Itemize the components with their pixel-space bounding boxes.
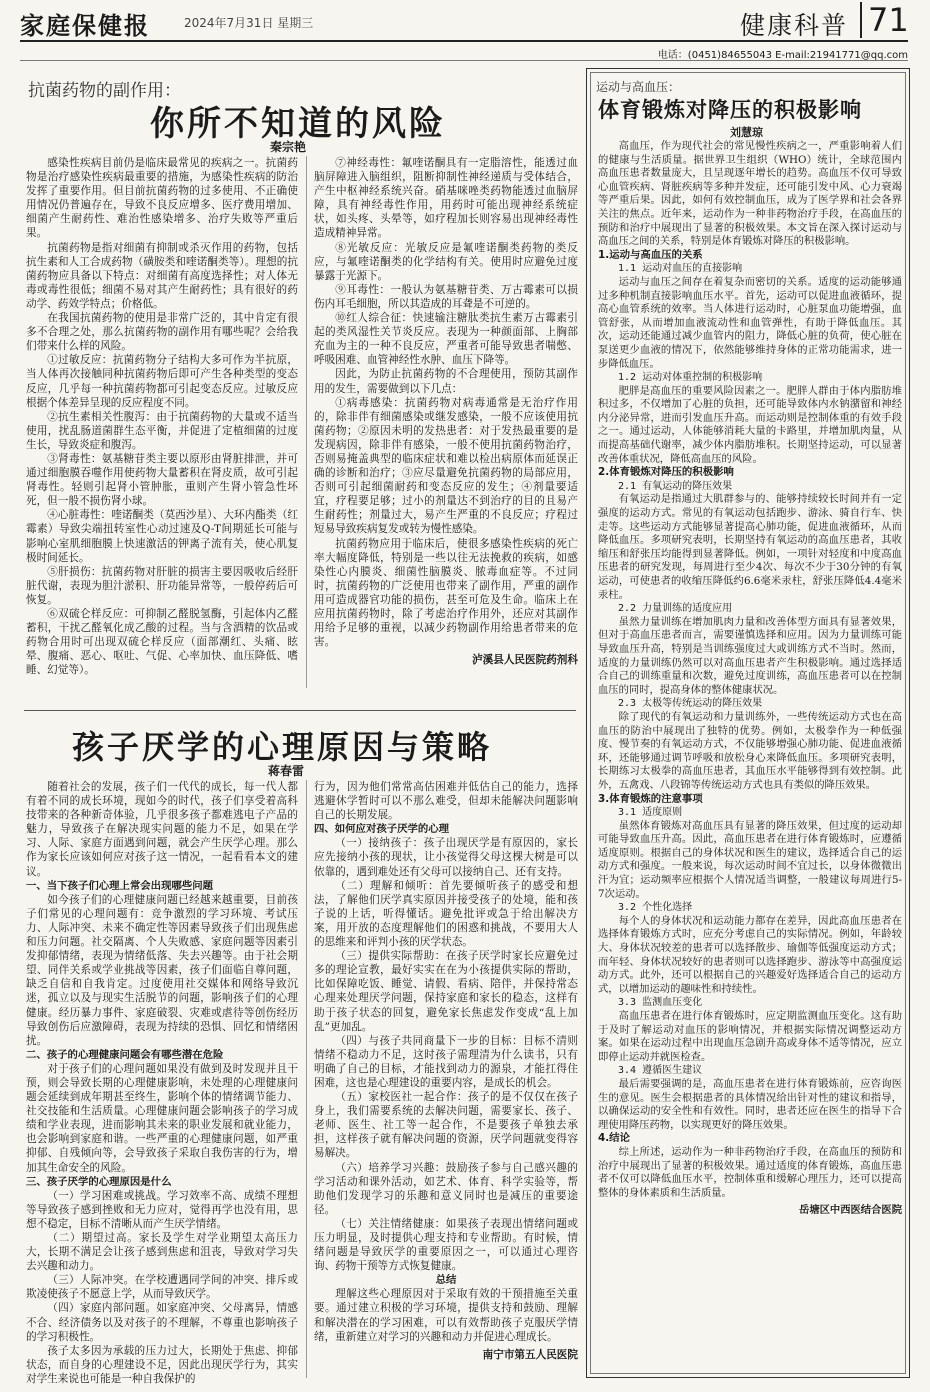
article3-kicker: 运动与高血压： (596, 80, 681, 94)
subsection-heading: 1.1 运动对血压的直接影响 (618, 263, 743, 275)
section-heading: 4.结论 (598, 1132, 630, 1145)
article1-source: 泸溪县人民医院药剂科 (472, 654, 578, 667)
article1-column-1 (26, 156, 298, 688)
article2-column-1 (26, 780, 298, 1385)
paragraph: ⑧光敏反应：光敏反应是氟喹诺酮类药物的类反应，与氟喹诺酮类的化学结构有关。使用时应避免过度暴露于光源下。 (314, 241, 578, 282)
header-rule (20, 40, 908, 42)
article1-author: 秦宗艳 (270, 140, 307, 154)
paragraph: 理解这些心理原因对于采取有效的干预措施至关重要。通过建立积极的学习环境，提供支持和鼓励、理解和解决潜在的学习困难，可以有效帮助孩子克服厌学情绪，重新建立对学习的兴趣和动力并促进心理成长。 (314, 1288, 578, 1343)
paragraph: ②抗生素相关性腹泻：由于抗菌药物的大量或不适当使用，扰乱肠道菌群生态平衡，并促进了定植细菌的过度生长，导致炎症和腹泻。 (26, 410, 298, 451)
article3-author: 刘慧琼 (730, 126, 763, 139)
paragraph: 除了现代的有氧运动和力量训练外，一些传统运动方式也在高血压的防治中展现出了独特的优势。例如，太极拳作为一种低强度、慢节奏的有氧运动方式，不仅能够增强心肺功能、促进血液循环，还能够通过调节呼吸和放松身心来降低血压。多项研究表明，长期练习太极拳的高血压患者，其血压水平能够得到有效控制。此外，五禽戏、八段锦等传统运动方式也具有类似的降压效果。 (598, 710, 902, 791)
section-heading: 三、孩子厌学的心理原因是什么 (26, 1175, 172, 1188)
subsection-heading: 3.2 个性化选择 (618, 902, 693, 914)
paragraph: 虽然体育锻炼对高血压具有显著的降压效果，但过度的运动却可能导致血压升高。因此，高血压患者在进行体育锻炼时，应遵循适度原则。根据自己的身体状况和医生的建议，选择适合自己的运动方式和强度。一般来说，每次运动时间不宜过长，以身体微微出汗为宜；运动频率应根据个人情况适当调整，一般建议每周进行5-7次运动。 (598, 819, 902, 900)
column-divider (306, 780, 307, 1378)
paragraph: 抗菌药物应用于临床后，使很多感染性疾病的死亡率大幅度降低，特别是一些以往无法挽救的疾病，如感染性心内膜炎、细菌性脑膜炎、脓毒血症等。不过同时，抗菌药物的广泛使用也带来了副作用，严重的副作用可造成器官功能的损伤，甚至可危及生命。临床上在应用抗菌药物时，除了考虑治疗作用外，还应对其副作用给予足够的重视，以减少药物副作用给患者带来的危害。 (314, 537, 578, 649)
section-name: 健康科普 (740, 11, 849, 40)
paragraph: （二）理解和倾听：首先要倾听孩子的感受和想法，了解他们厌学真实原因并接受孩子的处境，能和孩子说的上话，听得懂话。避免批评或急于给出解决方案，用开放的态度理解他们的困惑和挑战，不要用大人的思维来和评判小孩的厌学状态。 (314, 879, 578, 949)
column-divider (306, 156, 307, 688)
paragraph: ①病毒感染：抗菌药物对病毒通常是无治疗作用的，除非伴有细菌感染或继发感染，一般不应该使用抗菌药物；②原因未明的发热患者：对于发热最重要的是发现病因，除非伴有感染，一般不使用抗菌药物治疗，否则易掩盖典型的临床症状和难以检出病原体而延误正确的诊断和治疗；③应尽量避免抗菌药物的局部应用，否则可引起细菌耐药和变态反应的发生；④剂量要适宜，疗程要足够；过小的剂量达不到治疗的目的且易产生耐药性；剂量过大，易产生严重的不良反应；疗程过短易导致疾病复发或转为慢性感染。 (314, 396, 578, 536)
section-heading: 四、如何应对孩子厌学的心理 (314, 823, 450, 836)
subsection-heading: 3.1 适度原则 (618, 807, 683, 819)
subsection-heading: 3.3 监测血压变化 (618, 997, 703, 1009)
paragraph: 抗菌药物是指对细菌有抑制或杀灭作用的药物，包括抗生素和人工合成药物（磺胺类和喹诺酮类等）。理想的抗菌药物应具备以下特点：对细菌有高度选择性；对人体无毒或毒性很低；细菌不易对其产生耐药性；具有很好的药动学、药效学特点；价格低。 (26, 241, 298, 310)
subsection-heading: 1.2 运动对体重控制的积极影响 (618, 372, 763, 384)
paragraph: 高血压患者在进行体育锻炼时，应定期监测血压变化。这有助于及时了解运动对血压的影响情况，并根据实际情况调整运动方案。如果在运动过程中出现血压急剧升高或身体不适等情况，应立即停止运动并就医检查。 (598, 1010, 902, 1063)
paragraph: ⑩红人综合征：快速输注糖肽类抗生素万古霉素引起的类风湿性关节炎反应。表现为一种颜面部、上胸部充血为主的一种不良反应，严重者可能导致患者喘憋、呼吸困难、血管神经性水肿、血压下降等。 (314, 312, 578, 367)
article3-body (598, 140, 902, 1360)
paragraph: （七）关注情绪健康：如果孩子表现出情绪问题或压力明显，及时提供心理支持和专业帮助。有时候，情绪问题是导致厌学的重要原因之一，可以通过心理咨询、药物干预等方式恢复健康。 (314, 1217, 578, 1273)
paragraph: 行为，因为他们常常高估困难并低估自己的能力，选择逃避休学暂时可以不那么难受，但却未能解决问题影响自己的长期发展。 (314, 781, 578, 822)
article3-title: 体育锻炼对降压的积极影响 (598, 97, 862, 122)
section-heading: 一、当下孩子们心理上常会出现哪些问题 (26, 879, 214, 892)
article1-title: 你所不知道的风险 (150, 104, 446, 144)
paragraph: ⑦神经毒性：氟喹诺酮具有一定脂溶性，能透过血脑屏障进入脑组织，阻断抑制性神经递质与受体结合，产生中枢神经系统兴奋。硝基咪唑类药物能透过血脑屏障，具有神经毒性作用，用药时可能出现神经系统症状，如头疼、头晕等，如疗程加长则容易出现神经毒性造成精神异常。 (314, 157, 578, 240)
article2-author: 蒋春雷 (268, 764, 305, 778)
section-heading: 2.体育锻炼对降压的积极影响 (598, 466, 734, 479)
section-heading: 总结 (435, 1274, 457, 1287)
article1-column-2 (314, 156, 578, 696)
paragraph: ④心脏毒性：喹诺酮类（莫西沙星）、大环内酯类（红霉素）导致尖端扭转室性心动过速及Q-T间期延长可能与影响心室肌细胞膜上快速激活的钾离子流有关，使心肌复极时间延长。 (26, 509, 298, 564)
paragraph: 高血压，作为现代社会的常见慢性疾病之一，严重影响着人们的健康与生活质量。据世界卫生组织（WHO）统计，全球范围内高血压患者数量庞大，且呈现逐年增长的趋势。高血压不仅可导致心血管疾病、肾脏疾病等多种并发症，还可能引发中风、心力衰竭等严重后果。因此，如何有效控制血压，成为了医学界和社会各界关注的焦点。近年来，运动作为一种非药物治疗手段，在高血压的预防和治疗中展现出了显著的积极效果。本文旨在深入探讨运动与高血压之间的关系，特别是体育锻炼对降压的积极影响。 (598, 140, 902, 248)
paragraph: 对于孩子们的心理问题如果没有做到及时发现并且干预，则会导致长期的心理健康影响，未处理的心理健康问题会延续到成年期甚至终生，影响个体的情绪调节能力、社交技能和生活质量。心理健康问题会影响孩子的学习成绩和学业表现，进而影响其未来的职业发展和就业能力，也会影响到家庭和谐。一些严重的心理健康问题，如严重抑郁、自残倾向等，会导致孩子采取自我伤害的行为，增加其生命安全的风险。 (26, 1062, 298, 1174)
article3-source: 岳塘区中西医结合医院 (799, 1204, 902, 1217)
issue-date: 2024年7月31日 星期三 (184, 16, 314, 30)
subsection-heading: 2.2 力量训练的适度应用 (618, 603, 733, 615)
paragraph: ⑨耳毒性：一般认为氨基糖苷类、万古霉素可以损伤内耳毛细胞，所以其造成的耳聋是不可逆的。 (314, 283, 578, 310)
paragraph: 因此，为防止抗菌药物的不合理使用，预防其副作用的发生，需要做到以下几点： (314, 368, 578, 395)
paragraph: 感染性疾病目前仍是临床最常见的疾病之一。抗菌药物是治疗感染性疾病最重要的措施，为感染性疾病的防治发挥了重要作用。但目前抗菌药物的过多使用、不正确使用情况仍普遍存在，导致不良反应增多、医疗费用增加、细菌产生耐药性、难治性感染增多、治疗失败等严重后果。 (26, 157, 298, 240)
contact-info: 电话：(0451)84655043 E-mail:21941771@qq.com (657, 50, 908, 61)
paragraph: 最后需要强调的是，高血压患者在进行体育锻炼前，应咨询医生的意见。医生会根据患者的具体情况给出针对性的建议和指导，以确保运动的安全性和有效性。同时，患者还应在医生的指导下合理使用降压药物，以实现更好的降压效果。 (598, 1077, 902, 1131)
header-subrule (20, 60, 908, 61)
paragraph: （二）期望过高。家长及学生对学业期望太高压力大，长期不满足会让孩子感到焦虑和沮丧，导致对学习失去兴趣和动力。 (26, 1232, 298, 1273)
paragraph: 随着社会的发展，孩子们一代代的成长，每一代人都有着不同的成长环境，现如今的时代，孩子们享受着高科技带来的各种新奇体验，几乎很多孩子都难逃电子产品的魅力，导致孩子在解决现实问题的能力不足，如果在学习、人际、家庭方面遇到问题，就会产生厌学心理。那么作为家长应该如何应对孩子这一情况，一起看看本文的建议。 (26, 781, 298, 878)
paragraph: 运动与血压之间存在着复杂而密切的关系。适度的运动能够通过多种机制直接影响血压水平。首先，运动可以促进血液循环，提高心血管系统的效率。当人体进行运动时，心脏泵血功能增强，血管舒张，从而增加血液流动性和血管弹性，有助于降低血压。其次，运动还能通过减少血管内的阻力，降低心脏的负荷，使心脏在泵送更少血液的情况下，依然能够维持身体的正常功能需求，进一步降低血压。 (598, 275, 902, 370)
article2-title: 孩子厌学的心理原因与策略 (72, 728, 493, 766)
paragraph: ①过敏反应：抗菌药物分子结构大多可作为半抗原，当人体再次接触同种抗菌药物后即可产生各种类型的变态反应，几乎每一种抗菌药物都可引起变态反应。过敏反应根据个体差异呈现的反应程度不同。 (26, 354, 298, 409)
page-number: 71 (860, 2, 909, 38)
paragraph: ③肾毒性：氨基糖苷类主要以原形由肾脏排泄，并可通过细胞膜吞噬作用使药物大量蓄积在肾皮质，故可引起肾毒性。轻则引起肾小管肿胀，重则产生肾小管急性坏死，但一般不损伤肾小球。 (26, 452, 298, 508)
paragraph: （一）学习困难或挑战。学习效率不高、成绩不理想等导致孩子感到挫败和无力应对，觉得再学也没有用，思想不稳定，目标不清晰从而产生厌学情绪。 (26, 1189, 298, 1230)
paragraph: 如今孩子们的心理健康问题已经越来越重要，目前孩子们常见的心理问题有：竞争激烈的学习环境、考试压力、人际冲突、未来不确定性等因素导致孩子们出现焦虑和压力问题。社交隔离、个人失败感、家庭问题等因素引发抑郁情绪，表现为情绪低落、失去兴趣等。由于社会期望、同伴关系或学业挑战等因素，孩子们面临自尊问题，缺乏自信和自我肯定。过度使用社交媒体和网络导致沉迷，孤立以及与现实生活脱节的问题，影响孩子们的心理健康。经历暴力事件、家庭破裂、灾难或虐待等创伤经历导致创伤后应激障碍，表现为持续的恐惧、回忆和情绪困扰。 (26, 893, 298, 1047)
paragraph: （三）人际冲突。在学校遭遇同学间的冲突、排斥或欺凌使孩子不愿意上学，从而导致厌学。 (26, 1274, 298, 1301)
paragraph: 肥胖是高血压的重要风险因素之一。肥胖人群由于体内脂肪堆积过多，不仅增加了心脏的负担，还可能导致体内水钠潴留和神经内分泌异常，进而引发血压升高。而运动则是控制体重的有效手段之一。通过运动，人体能够消耗大量的卡路里，并增加肌肉量，从而提高基础代谢率，减少体内脂肪堆积。长期坚持运动，可以显著改善体重状况，降低高血压的风险。 (598, 384, 902, 465)
subsection-heading: 3.4 遵循医生建议 (618, 1065, 703, 1077)
article-divider (24, 710, 576, 711)
paragraph: （三）提供实际帮助：在孩子厌学时家长应避免过多的理论宣教，最好实实在在为小孩提供实际的帮助，比如保障吃饭、睡觉、请假、看病、陪伴，并保持常态心理来处理厌学问题，保持家庭和家长的稳态，这样有助于孩子状态的回复，避免家长焦虑发作变成“乱上加乱”更加乱。 (314, 950, 578, 1033)
paragraph: （一）接纳孩子：孩子出现厌学是有原因的，家长应先接纳小孩的现状，让小孩觉得父母这棵大树是可以依靠的，遇到难处还有父母可以接纳自己、还有支持。 (314, 837, 578, 878)
newspaper-name: 家庭保健报 (20, 11, 150, 40)
section-heading: 二、孩子的心理健康问题会有哪些潜在危险 (26, 1048, 224, 1061)
article2-column-2 (314, 780, 578, 1380)
paragraph: （六）培养学习兴趣：鼓励孩子参与自己感兴趣的学习活动和课外活动，如艺术、体育、科学实验等，帮助他们发现学习的乐趣和意义同时也是减压的重要途径。 (314, 1161, 578, 1216)
article-source: 南宁市第五人民医院 (482, 1348, 578, 1361)
section-heading: 1.运动与高血压的关系 (598, 248, 703, 261)
paragraph: 在我国抗菌药物的使用是非常广泛的，其中肯定有很多不合理之处，那么抗菌药物的副作用有哪些呢？会给我们带来什么样的风险。 (26, 312, 298, 353)
article1-kicker: 抗菌药物的副作用： (28, 81, 181, 101)
paragraph: ⑤肝损伤：抗菌药物对肝脏的损害主要因吸收后经肝脏代谢，表现为胆汁淤积、肝功能异常等，一般停药后可恢复。 (26, 565, 298, 606)
paragraph: （四）家庭内部问题。如家庭冲突、父母离异，情感不合、经济债务以及对孩子的不理解，不尊重也影响孩子的学习积极性。 (26, 1302, 298, 1343)
subsection-heading: 2.3 太极等传统运动的降压效果 (618, 698, 763, 710)
section-heading: 3.体育锻炼的注意事项 (598, 792, 703, 805)
subsection-heading: 2.1 有氧运动的降压效果 (618, 480, 733, 492)
paragraph: ⑥双硫仑样反应：可抑制乙醛脱氢酶，引起体内乙醛蓄积，干扰乙醛氧化成乙酸的过程。当与含酒精的饮品或药物合用时可出现双硫仑样反应（面部潮红、头痛、眩晕、腹痛、恶心、呕吐、气促、心率加快、血压降低、嗜睡、幻觉等）。 (26, 608, 298, 677)
page-header (0, 0, 930, 44)
paragraph: 有氧运动是指通过大肌群参与的、能够持续较长时间并有一定强度的运动方式。常见的有氧运动包括跑步、游泳、骑自行车、快走等。这些运动方式能够显著提高心肺功能，促进血液循环，从而降低血压。多项研究表明，长期坚持有氧运动的高血压患者，其收缩压和舒张压均能得到显著降低。例如，一项针对轻度和中度高血压患者的研究发现，每周进行至少4次、每次不少于30分钟的有氧运动，可使患者的收缩压降低约6.6毫米汞柱，舒张压降低4.4毫米汞柱。 (598, 493, 902, 601)
paragraph: （四）与孩子共同商量下一步的目标：目标不清则情绪不稳动力不足，这时孩子需理清为什么读书，只有明确了自己的目标，才能找到动力的源泉，才能扛得住困难，这也是心理建设的重要内容，是成长的机会。 (314, 1034, 578, 1089)
paragraph: 虽然力量训练在增加肌肉力量和改善体型方面具有显著效果，但对于高血压患者而言，需要谨慎选择和应用。因为力量训练可能导致血压升高，特别是当训练强度过大或训练方式不当时。然而，适度的力量训练仍然可以对高血压患者产生积极影响。通过选择适合自己的训练重量和次数，避免过度训练，高血压患者可以在控制血压的同时，提高身体的整体健康状况。 (598, 615, 902, 696)
paragraph: 孩子太多因为承载的压力过大，长期处于焦虑、抑郁状态，而自身的心理建设不足，因此出现厌学行为，其实对学生来说也可能是一种自我保护的 (26, 1344, 298, 1385)
paragraph: （五）家校医社一起合作：孩子的是不仅仅在孩子身上，我们需要系统的去解决问题，需要家长、孩子、老师、医生、社工等一起合作，不是要孩子单独去承担，这样孩子就有解决问题的资源，厌学问题就变得容易解决。 (314, 1091, 578, 1160)
paragraph: 每个人的身体状况和运动能力都存在差异，因此高血压患者在选择体育锻炼方式时，应充分考虑自己的实际情况。例如，年龄较大、身体状况较差的患者可以选择散步、瑜伽等低强度运动方式；而年轻、身体状况较好的患者则可以选择跑步、游泳等中高强度运动方式。此外，还可以根据自己的兴趣爱好选择适合自己的运动方式，以增加运动的趣味性和持续性。 (598, 914, 902, 995)
paragraph: 综上所述，运动作为一种非药物治疗手段，在高血压的预防和治疗中展现出了显著的积极效果。通过适度的体育锻炼，高血压患者不仅可以降低血压水平，控制体重和缓解心理压力，还可以提高整体的身体素质和生活质量。 (598, 1145, 902, 1199)
